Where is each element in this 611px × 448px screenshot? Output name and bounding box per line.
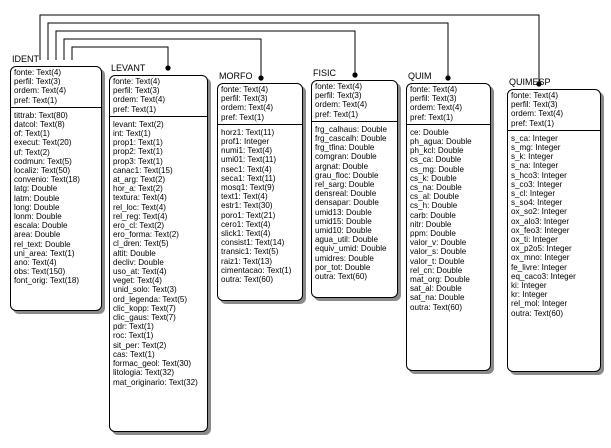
- field: poro1: Text(21): [221, 210, 276, 220]
- key-field: pref: Text(1): [410, 112, 454, 122]
- field: outra: Text(60): [315, 272, 368, 282]
- field: levant: Text(2): [113, 119, 164, 129]
- field: valor_t: Double: [410, 256, 465, 266]
- field: carb: Double: [410, 210, 456, 220]
- field: umid15: Double: [315, 216, 372, 226]
- key-fields: [218, 84, 302, 125]
- key-field: ordem: Text(4): [511, 109, 564, 119]
- field: cs_na: Double: [410, 183, 462, 193]
- field: cs_mg: Double: [410, 164, 464, 174]
- entity-title: MORFO: [219, 71, 253, 81]
- key-fields: [407, 84, 490, 125]
- field: localiz: Text(50): [14, 166, 71, 176]
- entity-title: FISIC: [313, 68, 337, 78]
- key-field: ordem: Text(4): [221, 103, 274, 113]
- field: frg_cascalh: Double: [315, 134, 387, 144]
- field: estr1: Text(30): [221, 201, 273, 211]
- field: of: Text(1): [14, 129, 50, 139]
- key-field: perfil: Text(3): [113, 86, 160, 96]
- field: grau_floc: Double: [315, 170, 379, 180]
- field: eq_caco3: Integer: [511, 271, 576, 281]
- attribute-fields: [508, 133, 600, 320]
- field: at_arg: Text(2): [113, 175, 166, 185]
- key-field: perfil: Text(3): [315, 91, 362, 101]
- field: frg_calhaus: Double: [315, 124, 387, 134]
- field: ox_mno: Integer: [511, 253, 570, 263]
- attribute-fields: [407, 127, 490, 314]
- field: outra: Text(60): [221, 275, 274, 285]
- entity-levant[interactable]: [109, 63, 208, 432]
- field: cs_h: Double: [410, 201, 458, 211]
- field: nitr: Double: [410, 219, 452, 229]
- field: s_mg: Integer: [511, 143, 561, 153]
- field: hor_a: Text(2): [113, 184, 163, 194]
- field: s_hco3: Integer: [511, 170, 567, 180]
- field: equiv_umid: Double: [315, 244, 387, 254]
- field: s_cl: Integer: [511, 189, 556, 199]
- field: rel_sarg: Double: [315, 180, 375, 190]
- field: font_orig: Text(18): [14, 276, 80, 286]
- field: consist1: Text(14): [221, 238, 285, 248]
- field: s_so4: Integer: [511, 198, 563, 208]
- key-field: fonte: Text(4): [113, 77, 161, 86]
- field: ox_alo3: Integer: [511, 216, 570, 226]
- field: raiz1: Text(13): [221, 256, 273, 266]
- field: codmun: Text(5): [14, 156, 72, 166]
- field: formac_geol: Text(30): [113, 359, 192, 369]
- field: rel_cn: Double: [410, 265, 463, 275]
- field: ano: Text(4): [14, 258, 57, 268]
- key-fields: [11, 67, 101, 108]
- entity-quimesp[interactable]: [507, 77, 601, 372]
- field: cs_ca: Double: [410, 155, 462, 165]
- entity-ident[interactable]: [10, 54, 102, 311]
- field: umid10: Double: [315, 226, 372, 236]
- key-field: ordem: Text(4): [113, 95, 166, 105]
- field: unid_solo: Text(3): [113, 285, 177, 295]
- entity-quim[interactable]: [406, 71, 491, 371]
- field: veget: Text(4): [113, 276, 162, 286]
- field: latm: Double: [14, 193, 60, 203]
- key-field: fonte: Text(4): [410, 85, 458, 94]
- field: s_na: Integer: [511, 161, 559, 171]
- field: rel_mol: Integer: [511, 299, 568, 309]
- field: s_ca: Integer: [511, 133, 558, 143]
- key-field: pref: Text(1): [113, 104, 157, 114]
- field: frg_tfina: Double: [315, 143, 375, 153]
- entity-fisic[interactable]: [311, 68, 398, 298]
- field: rel_reg: Text(4): [113, 211, 168, 221]
- key-field: ordem: Text(4): [14, 86, 67, 96]
- key-field: pref: Text(1): [511, 118, 555, 128]
- field: uf: Text(2): [14, 147, 50, 157]
- key-field: fonte: Text(4): [14, 68, 62, 77]
- field: argnat: Double: [315, 161, 369, 171]
- key-field: perfil: Text(3): [511, 100, 558, 110]
- field: text1: Text(4): [221, 192, 268, 202]
- field: cimentacao: Text(1): [221, 265, 292, 275]
- field: canac1: Text(15): [113, 165, 173, 175]
- relationship-end-dot: [352, 72, 357, 77]
- key-field: perfil: Text(3): [410, 94, 457, 104]
- field: clic_kopp: Text(7): [113, 303, 176, 313]
- field: execut: Text(20): [14, 138, 72, 148]
- attribute-fields: [110, 119, 207, 389]
- field: sat_al: Double: [410, 284, 462, 294]
- field: ox_so2: Integer: [511, 207, 567, 217]
- field: s_k: Integer: [511, 152, 554, 162]
- field: ero_forma: Text(2): [113, 230, 179, 240]
- field: fe_livre: Integer: [511, 262, 567, 272]
- field: nsec1: Text(4): [221, 164, 272, 174]
- field: mat_originario: Text(32): [113, 377, 198, 387]
- field: seca1: Text(11): [221, 173, 276, 183]
- field: sit_per: Text(2): [113, 340, 167, 350]
- field: ox_p2o5: Integer: [511, 244, 572, 254]
- key-field: pref: Text(1): [14, 95, 58, 105]
- field: prop3: Text(1): [113, 156, 163, 166]
- field: clic_gaus: Text(7): [113, 313, 176, 323]
- key-field: pref: Text(1): [221, 112, 265, 122]
- field: valor_s: Double: [410, 247, 467, 257]
- key-fields: [110, 76, 207, 117]
- entity-title: QUIM: [408, 71, 432, 81]
- field: cs_k: Double: [410, 173, 457, 183]
- field: ph_agua: Double: [410, 137, 472, 147]
- entity-title: LEVANT: [111, 63, 146, 73]
- key-field: perfil: Text(3): [221, 94, 268, 104]
- field: ero_cl: Text(2): [113, 221, 165, 231]
- field: latg: Double: [14, 184, 58, 194]
- attribute-fields: [312, 124, 397, 283]
- key-field: pref: Text(1): [315, 109, 359, 119]
- attribute-fields: [11, 110, 101, 288]
- field: prof1: Integer: [221, 137, 270, 147]
- field: ph_kcl: Double: [410, 146, 464, 156]
- field: numi1: Text(4): [221, 146, 273, 156]
- field: horz1: Text(11): [221, 127, 275, 137]
- field: kr: Integer: [511, 290, 548, 300]
- field: outra: Text(60): [410, 302, 463, 312]
- field: rel_text: Double: [14, 239, 71, 249]
- field: ce: Double: [410, 127, 449, 137]
- field: ox_ti: Integer: [511, 235, 558, 245]
- field: sat_na: Double: [410, 293, 465, 303]
- key-field: fonte: Text(4): [511, 91, 559, 100]
- field: prop1: Text(1): [113, 138, 163, 148]
- field: altit: Double: [113, 248, 156, 258]
- field: ppm: Double: [410, 229, 456, 239]
- field: ki: Integer: [511, 281, 547, 291]
- field: densreal: Double: [315, 189, 377, 199]
- field: slick1: Text(4): [221, 229, 271, 239]
- entity-title: QUIMESP: [509, 77, 551, 87]
- field: outra: Text(60): [511, 308, 564, 318]
- field: cl_dren: Text(5): [113, 239, 169, 249]
- field: ox_feo3: Integer: [511, 225, 570, 235]
- key-fields: [312, 81, 397, 122]
- relationship-end-dot: [445, 75, 450, 80]
- field: decliv: Double: [113, 257, 164, 267]
- field: roc: Text(1): [113, 331, 154, 341]
- field: transic1: Text(5): [221, 247, 279, 257]
- field: mosq1: Text(9): [221, 183, 275, 193]
- field: escala: Double: [14, 221, 68, 231]
- field: int: Text(1): [113, 129, 151, 139]
- field: pdr: Text(1): [113, 322, 154, 332]
- relationship-end-dot: [258, 75, 263, 80]
- field: uso_at: Text(4): [113, 267, 167, 277]
- field: cero1: Text(4): [221, 219, 271, 229]
- key-field: fonte: Text(4): [315, 82, 363, 91]
- field: datcol: Text(8): [14, 120, 65, 130]
- field: area: Double: [14, 230, 61, 240]
- field: densapar: Double: [315, 198, 379, 208]
- field: litologia: Text(32): [113, 368, 175, 378]
- relationship-end-dot: [165, 65, 170, 70]
- key-fields: [508, 90, 600, 131]
- field: convenio: Text(18): [14, 175, 80, 185]
- field: textura: Text(4): [113, 193, 167, 203]
- entity-morfo[interactable]: [217, 71, 303, 301]
- field: rel_loc: Text(4): [113, 202, 166, 212]
- field: ord_legenda: Text(5): [113, 294, 188, 304]
- field: cas: Text(1): [113, 349, 155, 359]
- field: uni_area: Text(1): [14, 248, 75, 258]
- field: lonm: Double: [14, 212, 62, 222]
- field: long: Double: [14, 202, 60, 212]
- field: s_co3: Integer: [511, 179, 563, 189]
- key-field: perfil: Text(3): [14, 77, 61, 87]
- attribute-fields: [218, 127, 302, 286]
- entity-title: IDENT: [12, 54, 39, 64]
- field: cs_al: Double: [410, 192, 460, 202]
- field: mat_org: Double: [410, 275, 470, 285]
- field: tittrab: Text(80): [14, 110, 68, 120]
- field: por_tot: Double: [315, 262, 371, 272]
- field: comgran: Double: [315, 152, 377, 162]
- field: umi01: Text(11): [221, 155, 277, 165]
- field: umidres: Double: [315, 253, 374, 263]
- field: obs: Text(150): [14, 267, 66, 277]
- field: umid13: Double: [315, 207, 372, 217]
- key-field: ordem: Text(4): [410, 103, 463, 113]
- field: valor_v: Double: [410, 238, 467, 248]
- key-field: ordem: Text(4): [315, 100, 368, 110]
- key-field: fonte: Text(4): [221, 85, 269, 94]
- field: agua_util: Double: [315, 235, 378, 245]
- field: prop2: Text(1): [113, 147, 163, 157]
